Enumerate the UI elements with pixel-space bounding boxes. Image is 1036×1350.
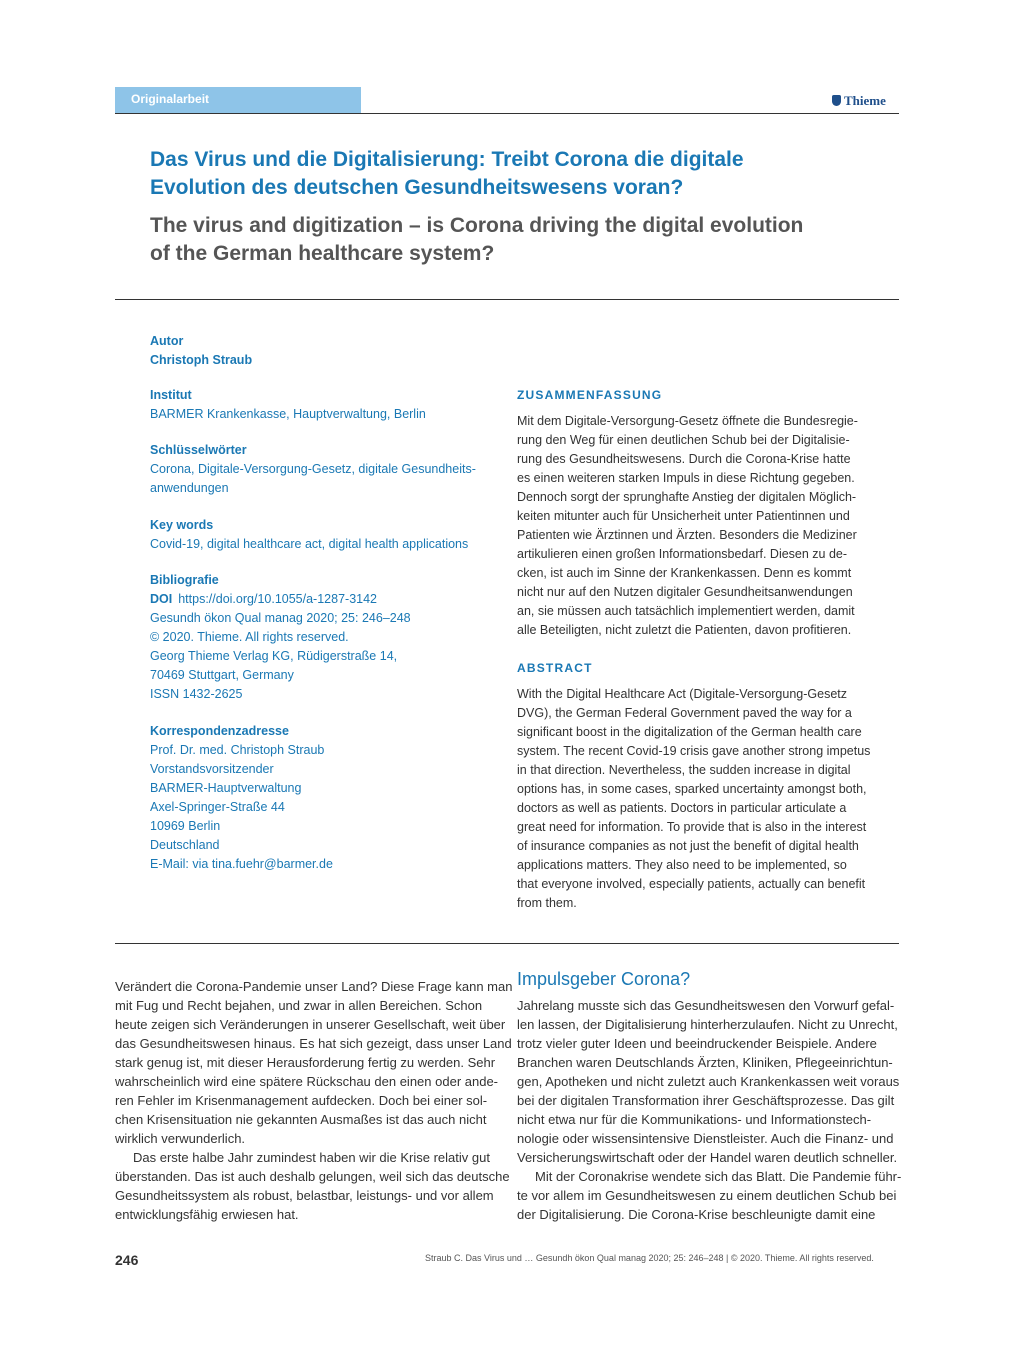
keywords-de-block (150, 441, 495, 498)
doi-link[interactable]: https://doi.org/10.1055/a-1287-3142 (178, 592, 377, 606)
abstract-line: doctors as well as patients. Doctors in particular articulate a (517, 801, 847, 815)
body-line: bei der digitalen Transformation ihrer Geschäftsprozesse. Das gilt (517, 1093, 895, 1108)
body-line: entwicklungsfähig erwiesen hat. (115, 1207, 299, 1222)
section-tag: Originalarbeit (131, 92, 210, 106)
correspondence-line: 10969 Berlin (150, 819, 221, 833)
title-english-line: of the German healthcare system? (150, 242, 495, 265)
body-line: len lassen, der Digitalisierung hinterherzulaufen. Nicht zu Unrecht, (517, 1017, 898, 1032)
keywords-en-label: Key words (150, 518, 214, 532)
abstract-rule (115, 943, 899, 944)
correspondence-line: Deutschland (150, 838, 220, 852)
correspondence-line: Prof. Dr. med. Christoph Straub (150, 743, 325, 757)
body-line: nologie oder wissensintensive Dienstleister. Auch die Finanz- und (517, 1131, 894, 1146)
body-line: Versicherungswirtschaft oder der Handel waren deutlich schneller. (517, 1150, 898, 1165)
publisher-logo (832, 93, 886, 109)
title-german-line: Das Virus und die Digitalisierung: Treibt Corona die digitale (150, 148, 744, 171)
institute-label: Institut (150, 388, 192, 402)
body-line: Jahrelang musste sich das Gesundheitswesen den Vorwurf gefal- (517, 998, 895, 1013)
body-line: stark genug ist, mit dieser Herausforderung fertig zu werden. Sehr (115, 1055, 496, 1070)
body-line: Gesundheitssystem als robust, belastbar, leistungs- und vor allem (115, 1188, 494, 1203)
publisher-name: Thieme (844, 93, 886, 108)
keywords-de-line: Corona, Digitale-Versorgung-Gesetz, digitale Gesundheits- (150, 462, 476, 476)
title-english-line: The virus and digitization – is Corona driving the digital evolution (150, 214, 804, 237)
abstract-line: in that direction. Nevertheless, the sudden increase in digital (517, 763, 851, 777)
bibliography-line: Gesundh ökon Qual manag 2020; 25: 246–248 (150, 611, 411, 625)
abstract-line: of insurance companies as not just the benefit of digital health (517, 839, 859, 853)
abstract-line: system. The recent Covid-19 crisis gave another strong impetus (517, 744, 871, 758)
zusammenfassung-line: Dennoch sorgt der sprunghafte Anstieg der digitalen Möglich- (517, 490, 857, 504)
zusammenfassung-line: Patienten wie Ärztinnen und Ärzten. Besonders die Mediziner (517, 528, 857, 542)
body-line: Das erste halbe Jahr zumindest haben wir die Krise relativ gut (133, 1150, 490, 1165)
institute-value: BARMER Krankenkasse, Hauptverwaltung, Berlin (150, 407, 426, 421)
body-left-column (115, 977, 513, 1224)
zusammenfassung-line: rung den Weg für einen deutlichen Schub bei der Digitalisie- (517, 433, 850, 447)
zusammenfassung-line: keiten mitunter auch für Unsicherheit unter Patientinnen und (517, 509, 850, 523)
keywords-en-value: Covid-19, digital healthcare act, digital health applications (150, 537, 469, 551)
abstract-line: DVG), the German Federal Government paved the way for a (517, 706, 852, 720)
thieme-crest-icon (832, 95, 841, 106)
body-right-column (517, 996, 900, 1224)
author-name: Christoph Straub (150, 353, 253, 367)
author-block (150, 332, 495, 370)
body-line: te vor allem im Gesundheitswesen zu einem deutlichen Schub bei (517, 1188, 897, 1203)
abstract-line: applications matters. They also need to be implemented, so (517, 858, 847, 872)
bibliography-line: © 2020. Thieme. All rights reserved. (150, 630, 349, 644)
zusammenfassung-text (517, 412, 865, 640)
bibliography-block (150, 571, 495, 704)
correspondence-block (150, 722, 495, 874)
body-line: der Digitalisierung. Die Corona-Krise beschleunigte damit eine (517, 1207, 876, 1222)
header-rule (115, 113, 899, 114)
zusammenfassung-heading: ZUSAMMENFASSUNG (517, 388, 663, 402)
bibliography-line: Georg Thieme Verlag KG, Rüdigerstraße 14, (150, 649, 398, 663)
zusammenfassung-line: cken, ist auch im Sinne der Krankenkassen. Denn es kommt (517, 566, 852, 580)
body-line: nicht etwa nur für die Kommunikations- und Informationstech- (517, 1112, 872, 1127)
body-line: wahrscheinlich wird eine spätere Rückschau den einen oder ande- (115, 1074, 499, 1089)
body-line: Verändert die Corona-Pandemie unser Land? Diese Frage kann man (115, 979, 513, 994)
body-line: heute zeigen sich Veränderungen in unserer Gesellschaft, weit über (115, 1017, 506, 1032)
abstract-line: that everyone involved, especially patients, actually can benefit (517, 877, 866, 891)
correspondence-line: Vorstandsvorsitzender (150, 762, 274, 776)
body-line: trotz vieler guter Ideen und beeindruckender Beispiele. Andere (517, 1036, 877, 1051)
bibliography-label: Bibliografie (150, 573, 219, 587)
body-line: chen Krisensituation nie gekannten Ausmaßes ist das auch nicht (115, 1112, 487, 1127)
body-line: gen, Apotheken und nicht zuletzt auch Krankenkassen weit voraus (517, 1074, 900, 1089)
title-german-line: Evolution des deutschen Gesundheitswesens voran? (150, 176, 684, 199)
body-line: das Gesundheitswesen hinaus. Es hat sich gezeigt, dass unser Land (115, 1036, 512, 1051)
correspondence-line: BARMER-Hauptverwaltung (150, 781, 302, 795)
keywords-de-line: anwendungen (150, 481, 229, 495)
title-german (150, 146, 890, 202)
zusammenfassung-line: Mit dem Digitale-Versorgung-Gesetz öffnete die Bundesregie- (517, 414, 858, 428)
abstract-line: from them. (517, 896, 577, 910)
correspondence-line: Axel-Springer-Straße 44 (150, 800, 285, 814)
title-rule (115, 299, 899, 300)
body-line: ren Fehler im Krisenmanagement aufdecken. Doch bei einer sol- (115, 1093, 488, 1108)
section-heading-impulsgeber: Impulsgeber Corona? (517, 969, 691, 989)
zusammenfassung-line: nicht nur auf den Nutzen digitaler Gesundheitsanwendungen (517, 585, 853, 599)
zusammenfassung-line: es einen weiteren starken Impuls in diese Richtung gegeben. (517, 471, 855, 485)
abstract-line: significant boost in the digitalization of the German health care (517, 725, 862, 739)
keywords-de-label: Schlüsselwörter (150, 443, 247, 457)
correspondence-label: Korrespondenzadresse (150, 724, 289, 738)
footer-citation: Straub C. Das Virus und … Gesundh ökon Qual manag 2020; 25: 246–248 | © 2020. Thieme. All rights reserved. (425, 1253, 874, 1263)
bibliography-line: ISSN 1432-2625 (150, 687, 243, 701)
abstract-line: great need for information. To provide that is also in the interest (517, 820, 867, 834)
correspondence-email[interactable]: E-Mail: via tina.fuehr@barmer.de (150, 857, 333, 871)
page-number: 246 (115, 1252, 139, 1268)
zusammenfassung-line: alle Beteiligten, nicht zuletzt die Patienten, davon profitieren. (517, 623, 852, 637)
institute-block (150, 386, 495, 424)
author-label: Autor (150, 334, 184, 348)
body-line: wirklich verwunderlich. (115, 1131, 246, 1146)
abstract-heading: ABSTRACT (517, 661, 593, 675)
zusammenfassung-line: artikulieren einen großen Informationsbedarf. Diesen zu de- (517, 547, 848, 561)
body-line: Branchen waren Deutschlands Ärzten, Kliniken, Pflegeeinrichtun- (517, 1055, 893, 1070)
body-line: Mit der Coronakrise wendete sich das Blatt. Die Pandemie führ- (535, 1169, 902, 1184)
bibliography-line: 70469 Stuttgart, Germany (150, 668, 294, 682)
doi-label: DOI (150, 592, 173, 606)
zusammenfassung-line: an, sie müssen auch tatsächlich implementiert werden, damit (517, 604, 855, 618)
zusammenfassung-line: rung des Gesundheitswesens. Durch die Corona-Krise hatte (517, 452, 851, 466)
body-line: überstanden. Das ist auch deshalb gelungen, weil sich das deutsche (115, 1169, 510, 1184)
body-line: mit Fug und Recht bejahen, und zwar in allen Bereichen. Schon (115, 998, 483, 1013)
abstract-line: With the Digital Healthcare Act (Digitale-Versorgung-Gesetz (517, 687, 848, 701)
keywords-en-block (150, 516, 495, 554)
abstract-line: options has, in some cases, sparked uncertainty amongst both, (517, 782, 867, 796)
abstract-text (517, 685, 871, 913)
title-english (150, 212, 890, 268)
